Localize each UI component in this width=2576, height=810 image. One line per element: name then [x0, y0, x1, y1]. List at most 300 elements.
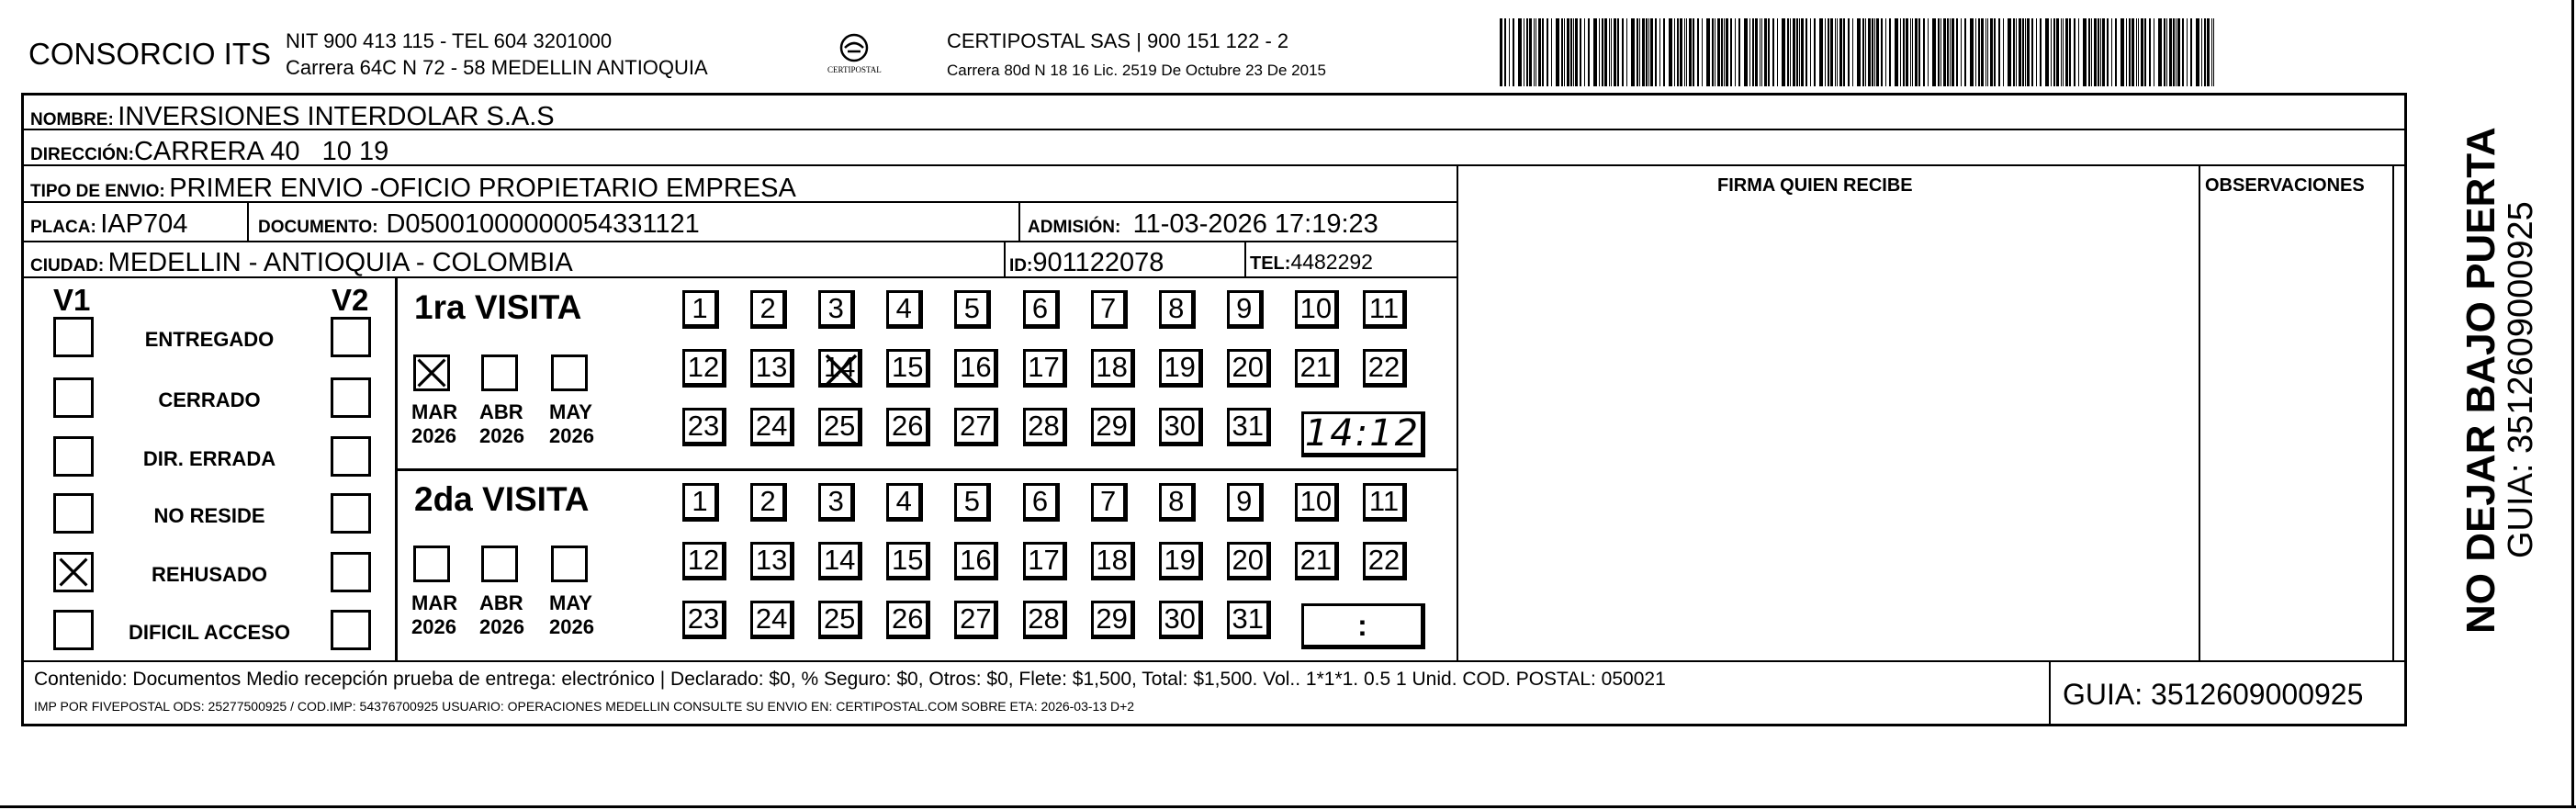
barcode-bar: [1686, 18, 1687, 86]
day-number: 23: [687, 602, 720, 635]
day-box[interactable]: [1363, 290, 1407, 329]
id-label: ID:901122078: [1009, 248, 1164, 277]
barcode-bar: [1642, 18, 1645, 86]
barcode-bar: [2173, 18, 2175, 86]
day-box[interactable]: [1227, 483, 1264, 522]
month-checkbox[interactable]: [481, 354, 518, 391]
barcode-bar: [1903, 18, 1905, 86]
barcode-bar: [1677, 18, 1679, 86]
barcode-bar: [1938, 18, 1940, 86]
barcode-bar: [2136, 18, 2137, 86]
day-box[interactable]: [1159, 483, 1196, 522]
tipo-envio-value: PRIMER ENVIO -OFICIO PROPIETARIO EMPRESA: [169, 174, 796, 203]
barcode-bar: [2176, 18, 2177, 86]
day-box[interactable]: [818, 483, 855, 522]
barcode-bar: [1534, 18, 1535, 86]
barcode-bar: [1504, 18, 1506, 86]
barcode-bar: [2207, 18, 2210, 86]
barcode-bar: [1730, 18, 1732, 86]
carrier-name: CERTIPOSTAL SAS | 900 151 122 - 2: [947, 29, 1289, 52]
day-box[interactable]: [682, 408, 726, 446]
day-number: 11: [1368, 485, 1400, 517]
day-number: 17: [1028, 544, 1060, 576]
barcode-bar: [2204, 18, 2206, 86]
day-number: 16: [960, 544, 992, 576]
visit1-time-box[interactable]: [1301, 411, 1425, 457]
barcode-bar: [1998, 18, 2000, 86]
placa-value: IAP704: [100, 209, 188, 239]
barcode-bar: [2129, 18, 2131, 86]
barcode-bar: [2187, 18, 2188, 86]
col-observaciones-header: OBSERVACIONES: [2205, 175, 2365, 196]
barcode-bar: [1724, 18, 1725, 86]
v2-checkbox[interactable]: [331, 436, 371, 477]
tel-value: 4482292: [1290, 250, 1373, 274]
day-box[interactable]: [1295, 349, 1339, 388]
carrier-address: Carrera 80d N 18 16 Lic. 2519 De Octubre 23 De 2015: [947, 62, 1326, 79]
side-no-dejar: NO DEJAR BAJO PUERTA: [2458, 127, 2503, 634]
barcode-bar: [1874, 18, 1875, 86]
barcode-bar: [1978, 18, 1980, 86]
month-checkbox[interactable]: [551, 354, 588, 391]
barcode-bar: [1626, 18, 1627, 86]
day-number: 7: [1099, 292, 1117, 324]
barcode-bar: [1744, 18, 1748, 86]
barcode-bar: [2201, 18, 2202, 86]
day-box[interactable]: [1295, 542, 1339, 580]
barcode-bar: [1889, 18, 1891, 86]
barcode-bar: [1542, 18, 1544, 86]
barcode-bar: [2088, 18, 2090, 86]
barcode-bar: [1721, 18, 1723, 86]
status-label: NO RESIDE: [153, 504, 265, 527]
day-box[interactable]: [1091, 408, 1135, 446]
barcode-bar: [2177, 18, 2180, 86]
day-number: 28: [1028, 602, 1060, 635]
barcode-bar: [1793, 18, 1795, 86]
day-box[interactable]: [1227, 349, 1271, 388]
day-box[interactable]: [954, 542, 998, 580]
visit1-title: 1ra VISITA: [414, 288, 582, 326]
barcode-bar: [1994, 18, 1996, 86]
day-box[interactable]: [818, 542, 862, 580]
day-box[interactable]: [750, 601, 794, 639]
barcode-bar: [2141, 18, 2143, 86]
day-box[interactable]: [954, 483, 991, 522]
day-box[interactable]: [682, 349, 726, 388]
barcode-bar: [2056, 18, 2059, 86]
day-number: 16: [960, 351, 992, 383]
barcode-bar: [2069, 18, 2071, 86]
day-box[interactable]: [1091, 483, 1128, 522]
barcode-bar: [1663, 18, 1665, 86]
day-box[interactable]: [1023, 601, 1067, 639]
day-box[interactable]: [1295, 483, 1339, 522]
month-checkbox[interactable]: [551, 546, 588, 582]
year-label: 2026: [479, 424, 524, 447]
barcode-bar: [1918, 18, 1920, 86]
barcode-bar: [1617, 18, 1619, 86]
barcode-bar: [1702, 18, 1703, 86]
day-box[interactable]: [1159, 408, 1203, 446]
barcode-bar: [1787, 18, 1789, 86]
day-number: 5: [963, 485, 981, 517]
barcode-bar: [1906, 18, 1908, 86]
day-box[interactable]: [886, 542, 930, 580]
month-label: MAR: [411, 591, 458, 614]
day-box[interactable]: [1363, 349, 1407, 388]
barcode-bar: [2091, 18, 2092, 86]
barcode-bar: [1848, 18, 1850, 86]
barcode-bar: [2158, 18, 2162, 86]
day-number: 1: [692, 485, 708, 517]
barcode-bar: [2061, 18, 2062, 86]
barcode-bar: [1588, 18, 1590, 86]
barcode-bar: [1639, 18, 1640, 86]
barcode-bar: [2111, 18, 2112, 86]
barcode-bar: [1529, 18, 1532, 86]
v2-checkbox[interactable]: [331, 317, 371, 357]
day-box[interactable]: [1295, 290, 1339, 329]
day-number: 1: [692, 292, 708, 324]
day-number: 19: [1164, 544, 1196, 576]
day-box[interactable]: [1227, 601, 1271, 639]
day-number: 24: [755, 410, 788, 442]
barcode-bar: [1947, 18, 1949, 86]
ciudad-value: MEDELLIN - ANTIOQUIA - COLOMBIA: [107, 248, 573, 277]
barcode-bar: [1593, 18, 1597, 86]
certipostal-logo: [813, 31, 895, 83]
barcode-bar: [1952, 18, 1954, 86]
barcode-bar: [1837, 18, 1838, 86]
day-box[interactable]: [1227, 290, 1264, 329]
barcode-bar: [1738, 18, 1740, 86]
barcode-bar: [2115, 18, 2117, 86]
barcode-bar: [1910, 18, 1911, 86]
barcode-bar: [1659, 18, 1660, 86]
barcode-bar: [1684, 18, 1685, 86]
day-box[interactable]: [682, 542, 726, 580]
day-number: 21: [1299, 351, 1333, 383]
day-box[interactable]: [682, 601, 726, 639]
day-box[interactable]: [954, 408, 998, 446]
id-value: 901122078: [1032, 248, 1164, 277]
barcode-bar: [1843, 18, 1845, 86]
day-number: 19: [1164, 351, 1196, 383]
day-box[interactable]: [682, 483, 719, 522]
barcode-bar: [1950, 18, 1951, 86]
barcode-bar: [1956, 18, 1958, 86]
barcode-bar: [1697, 18, 1699, 86]
barcode-bar: [1518, 18, 1522, 86]
barcode-bar: [1768, 18, 1770, 86]
barcode-bar: [2027, 18, 2030, 86]
day-box[interactable]: [1159, 542, 1203, 580]
day-number: 21: [1299, 544, 1333, 576]
barcode-bar: [1868, 18, 1871, 86]
footer-guia: GUIA: 3512609000925: [2063, 678, 2364, 711]
barcode-bar: [1852, 18, 1853, 86]
barcode-bar: [2211, 18, 2212, 86]
day-number: 2: [759, 292, 776, 324]
barcode-bar: [1609, 18, 1610, 86]
day-box[interactable]: [750, 408, 794, 446]
barcode-bar: [1782, 18, 1785, 86]
day-box[interactable]: [886, 290, 923, 329]
barcode-bar: [1805, 18, 1807, 86]
year-label: 2026: [549, 424, 594, 447]
col-firma-header: FIRMA QUIEN RECIBE: [1717, 175, 1913, 196]
visit2-time-box[interactable]: [1301, 603, 1425, 649]
day-box[interactable]: [1159, 601, 1203, 639]
day-box[interactable]: [818, 290, 855, 329]
day-box[interactable]: [750, 290, 787, 329]
x-mark-icon: [823, 352, 860, 388]
day-box[interactable]: [1023, 349, 1067, 388]
direccion-value: CARRERA 40 10 19: [133, 137, 389, 166]
day-number: 3: [827, 292, 844, 324]
documento-label: DOCUMENTO: D05001000000054331121: [258, 209, 700, 239]
barcode-bar: [1923, 18, 1925, 86]
v2-checkbox[interactable]: [331, 552, 371, 592]
v2-checkbox[interactable]: [331, 493, 371, 534]
barcode-bar: [2013, 18, 2015, 86]
v1-checkbox[interactable]: [53, 377, 94, 418]
barcode-bar: [1761, 18, 1762, 86]
day-number: 22: [1367, 351, 1400, 383]
barcode-bar: [2196, 18, 2199, 86]
day-box[interactable]: [750, 349, 794, 388]
v1-checkbox[interactable]: [53, 317, 94, 357]
day-number: 25: [823, 410, 856, 442]
day-box[interactable]: [1159, 290, 1196, 329]
barcode-bar: [1646, 18, 1648, 86]
barcode-bar: [1755, 18, 1758, 86]
v1-checkbox[interactable]: [53, 436, 94, 477]
day-number: 4: [895, 292, 912, 324]
barcode-bar: [1573, 18, 1574, 86]
barcode-bar: [1674, 18, 1675, 86]
day-number: 30: [1164, 602, 1196, 635]
v1-checkbox[interactable]: [53, 493, 94, 534]
v2-header: V2: [332, 283, 369, 317]
day-number: 3: [827, 485, 844, 517]
barcode-bar: [2019, 18, 2021, 86]
day-box[interactable]: [954, 349, 998, 388]
day-box[interactable]: [1363, 542, 1407, 580]
documento-value: D05001000000054331121: [386, 209, 700, 239]
day-number: 26: [892, 602, 924, 635]
barcode-bar: [2045, 18, 2049, 86]
side-guia: GUIA: 3512609000925: [2502, 201, 2540, 558]
day-number: 7: [1099, 485, 1117, 517]
day-box[interactable]: [818, 408, 862, 446]
month-label: MAR: [411, 400, 458, 423]
barcode-bar: [1810, 18, 1811, 86]
barcode-bar: [2063, 18, 2064, 86]
day-number: 13: [755, 351, 788, 383]
barcode-bar: [2003, 18, 2004, 86]
day-box[interactable]: [750, 542, 794, 580]
logo-text: CERTIPOSTAL: [827, 65, 882, 74]
barcode-bar: [1669, 18, 1672, 86]
barcode-bar: [1881, 18, 1883, 86]
day-number: 12: [687, 351, 720, 383]
tel-label: TEL:4482292: [1250, 250, 1373, 274]
barcode-bar: [1825, 18, 1826, 86]
barcode-bar: [1735, 18, 1736, 86]
barcode-bar: [1799, 18, 1800, 86]
barcode-bar: [1706, 18, 1710, 86]
v1-checkbox[interactable]: [53, 610, 94, 650]
barcode-bar: [1556, 18, 1559, 86]
barcode-bar: [1975, 18, 1976, 86]
year-label: 2026: [549, 615, 594, 638]
day-box[interactable]: [750, 483, 787, 522]
barcode-bar: [2132, 18, 2134, 86]
year-label: 2026: [411, 615, 456, 638]
v2-checkbox[interactable]: [331, 377, 371, 418]
day-box[interactable]: [886, 601, 930, 639]
visit2-time-value: :: [1357, 608, 1367, 642]
day-box[interactable]: [1091, 290, 1128, 329]
barcode-bar: [1602, 18, 1603, 86]
day-box[interactable]: [886, 483, 923, 522]
barcode-bar: [2083, 18, 2087, 86]
barcode-bar: [2190, 18, 2192, 86]
day-number: 11: [1368, 292, 1400, 324]
ciudad-label: CIUDAD: MEDELLIN - ANTIOQUIA - COLOMBIA: [30, 248, 573, 277]
barcode-bar: [1547, 18, 1548, 86]
barcode-bar: [1928, 18, 1929, 86]
day-box[interactable]: [1227, 408, 1271, 446]
day-box[interactable]: [818, 349, 862, 388]
barcode-bar: [1764, 18, 1767, 86]
barcode-bar: [2149, 18, 2151, 86]
barcode-bar: [2036, 18, 2037, 86]
day-box[interactable]: [886, 349, 930, 388]
barcode-bar: [1500, 18, 1502, 86]
barcode-bar: [1987, 18, 1988, 86]
barcode-bar: [1614, 18, 1616, 86]
month-checkbox[interactable]: [481, 546, 518, 582]
barcode-bar: [1915, 18, 1918, 86]
day-box[interactable]: [1023, 483, 1060, 522]
barcode-bar: [1564, 18, 1565, 86]
barcode-bar: [2100, 18, 2101, 86]
day-box[interactable]: [886, 408, 930, 446]
barcode-bar: [1839, 18, 1842, 86]
day-number: 23: [687, 410, 720, 442]
day-number: 14: [823, 351, 856, 383]
barcode-bar: [1584, 18, 1585, 86]
barcode-bar: [1717, 18, 1720, 86]
day-number: 27: [960, 602, 992, 635]
day-box[interactable]: [1023, 542, 1067, 580]
day-number: 29: [1096, 410, 1128, 442]
status-label: DIFICIL ACCESO: [128, 621, 290, 644]
barcode-bar: [1693, 18, 1694, 86]
barcode-bar: [1872, 18, 1873, 86]
barcode-bar: [1772, 18, 1774, 86]
barcode-bar: [2051, 18, 2052, 86]
day-number: 31: [1232, 602, 1265, 635]
status-label: ENTREGADO: [144, 328, 275, 351]
barcode-bar: [1790, 18, 1791, 86]
day-box[interactable]: [954, 290, 991, 329]
barcode-bar: [1801, 18, 1804, 86]
day-box[interactable]: [1363, 483, 1407, 522]
barcode-bar: [1611, 18, 1612, 86]
barcode-bar: [1637, 18, 1638, 86]
barcode-bar: [2074, 18, 2075, 86]
day-number: 20: [1232, 351, 1265, 383]
barcode-bar: [1835, 18, 1836, 86]
barcode-bar: [1580, 18, 1581, 86]
barcode-bar: [2144, 18, 2146, 86]
day-box[interactable]: [1023, 408, 1067, 446]
barcode-bar: [2022, 18, 2024, 86]
month-label: MAY: [549, 400, 592, 423]
status-label: DIR. ERRADA: [142, 447, 276, 470]
day-number: 8: [1168, 292, 1185, 324]
day-box[interactable]: [1159, 349, 1203, 388]
month-checkbox[interactable]: [413, 546, 450, 582]
sender-company: CONSORCIO ITS: [28, 37, 272, 71]
day-box[interactable]: [1091, 601, 1135, 639]
barcode-bar: [1885, 18, 1886, 86]
barcode-bar: [2169, 18, 2172, 86]
barcode-bar: [2166, 18, 2167, 86]
day-number: 18: [1096, 544, 1128, 576]
logo-icon: [813, 31, 895, 83]
barcode-bar: [1876, 18, 1879, 86]
barcode-bar: [2138, 18, 2139, 86]
day-number: 29: [1096, 602, 1128, 635]
tipo-envio-label: TIPO DE ENVIO: PRIMER ENVIO -OFICIO PROPIETARIO EMPRESA: [30, 174, 796, 203]
day-number: 10: [1299, 292, 1333, 324]
barcode-bar: [1830, 18, 1833, 86]
day-box[interactable]: [1091, 349, 1135, 388]
day-box[interactable]: [1227, 542, 1271, 580]
barcode-bar: [2065, 18, 2068, 86]
x-mark-icon: [57, 556, 90, 589]
day-number: 6: [1031, 485, 1049, 517]
direccion-label: DIRECCIÓN:CARRERA 40 10 19: [30, 137, 389, 166]
v2-checkbox[interactable]: [331, 610, 371, 650]
footer-contenido: Contenido: Documentos Medio recepción prueba de entrega: electrónico | Declarado: $0, % Seguro: $0, Otros: $0, Flete: $1,500, Total: $1,500. Vol.. 1*1*1. 0.5 1 Unid. COD. POSTAL: 050021: [34, 669, 1666, 690]
barcode-bar: [1526, 18, 1528, 86]
day-box[interactable]: [818, 601, 862, 639]
barcode-bar: [1964, 18, 1966, 86]
day-box[interactable]: [1091, 542, 1135, 580]
day-number: 15: [892, 544, 924, 576]
day-box[interactable]: [682, 290, 719, 329]
barcode-bar: [1575, 18, 1578, 86]
barcode-bar: [1513, 18, 1514, 86]
day-box[interactable]: [954, 601, 998, 639]
barcode-bar: [2053, 18, 2055, 86]
barcode-bar: [1570, 18, 1572, 86]
day-box[interactable]: [1023, 290, 1060, 329]
barcode-bar: [1631, 18, 1635, 86]
day-number: 10: [1299, 485, 1333, 517]
barcode-bar: [1912, 18, 1913, 86]
barcode-bar: [1509, 18, 1510, 86]
day-number: 17: [1028, 351, 1060, 383]
barcode-bar: [2008, 18, 2011, 86]
barcode-bar: [1828, 18, 1829, 86]
